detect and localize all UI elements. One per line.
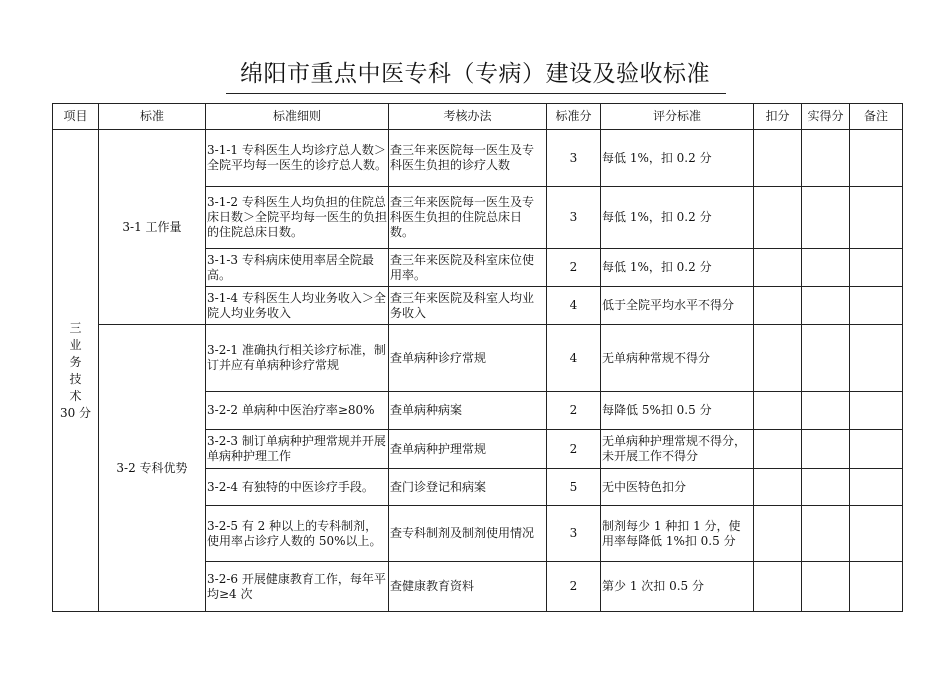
document-title: 绵阳市重点中医专科（专病）建设及验收标准 <box>240 61 710 87</box>
rule-cell: 每降低 5%扣 0.5 分 <box>601 392 754 430</box>
project-cell <box>53 130 99 612</box>
header-detail: 标准细则 <box>206 104 389 130</box>
project-char: 务 <box>69 354 82 369</box>
header-score: 标准分 <box>547 104 601 130</box>
rule-cell: 制剂每少 1 种扣 1 分，使用率每降低 1%扣 0.5 分 <box>601 506 754 562</box>
header-row <box>53 104 903 130</box>
rule-cell: 无单病种常规不得分 <box>601 325 754 392</box>
score-cell: 2 <box>547 562 601 612</box>
project-char: 三 <box>69 320 82 335</box>
score-cell: 2 <box>547 392 601 430</box>
method-cell: 查三年来医院每一医生及专科医生负担的诊疗人数 <box>389 130 547 187</box>
rule-cell: 无中医特色扣分 <box>601 469 754 506</box>
project-char: 术 <box>69 388 82 403</box>
actual-cell <box>802 287 850 325</box>
method-cell: 查单病种病案 <box>389 392 547 430</box>
score-cell: 3 <box>547 187 601 249</box>
deduct-cell <box>754 287 802 325</box>
header-notes: 备注 <box>850 104 903 130</box>
detail-cell: 3-1-2 专科医生人均负担的住院总床日数＞全院平均每一医生的负担的住院总床日数。 <box>206 187 389 249</box>
score-cell: 3 <box>547 130 601 187</box>
notes-cell <box>850 187 903 249</box>
deduct-cell <box>754 430 802 469</box>
actual-cell <box>802 130 850 187</box>
detail-cell: 3-2-4 有独特的中医诊疗手段。 <box>206 469 389 506</box>
actual-cell <box>802 430 850 469</box>
header-rule: 评分标准 <box>601 104 754 130</box>
notes-cell <box>850 392 903 430</box>
method-cell: 查单病种诊疗常规 <box>389 325 547 392</box>
detail-cell: 3-2-2 单病种中医治疗率≥80% <box>206 392 389 430</box>
header-method: 考核办法 <box>389 104 547 130</box>
score-cell: 4 <box>547 325 601 392</box>
method-cell: 查健康教育资料 <box>389 562 547 612</box>
notes-cell <box>850 287 903 325</box>
actual-cell <box>802 249 850 287</box>
project-char: 技 <box>69 371 82 386</box>
notes-cell <box>850 562 903 612</box>
rule-cell: 无单病种护理常规不得分，未开展工作不得分 <box>601 430 754 469</box>
project-char: 业 <box>69 337 82 352</box>
method-cell: 查门诊登记和病案 <box>389 469 547 506</box>
detail-cell: 3-2-6 开展健康教育工作，每年平均≥4 次 <box>206 562 389 612</box>
table-row <box>53 325 903 392</box>
score-cell: 5 <box>547 469 601 506</box>
title-underline <box>226 93 726 94</box>
deduct-cell <box>754 392 802 430</box>
deduct-cell <box>754 130 802 187</box>
header-standard: 标准 <box>99 104 206 130</box>
header-actual: 实得分 <box>802 104 850 130</box>
actual-cell <box>802 325 850 392</box>
method-cell: 查三年来医院及科室人均业务收入 <box>389 287 547 325</box>
score-cell: 2 <box>547 430 601 469</box>
rule-cell: 每低 1%，扣 0.2 分 <box>601 249 754 287</box>
deduct-cell <box>754 249 802 287</box>
rule-cell: 第少 1 次扣 0.5 分 <box>601 562 754 612</box>
notes-cell <box>850 130 903 187</box>
deduct-cell <box>754 562 802 612</box>
detail-cell: 3-1-3 专科病床使用率居全院最高。 <box>206 249 389 287</box>
deduct-cell <box>754 506 802 562</box>
method-cell: 查单病种护理常规 <box>389 430 547 469</box>
notes-cell <box>850 249 903 287</box>
method-cell: 查三年来医院每一医生及专科医生负担的住院总床日数。 <box>389 187 547 249</box>
header-project: 项目 <box>53 104 99 130</box>
group-specialty: 3-2 专科优势 <box>99 325 206 612</box>
actual-cell <box>802 506 850 562</box>
deduct-cell <box>754 325 802 392</box>
detail-cell: 3-2-3 制订单病种护理常规并开展单病种护理工作 <box>206 430 389 469</box>
notes-cell <box>850 325 903 392</box>
deduct-cell <box>754 187 802 249</box>
detail-cell: 3-1-4 专科医生人均业务收入＞全院人均业务收入 <box>206 287 389 325</box>
header-deduct: 扣分 <box>754 104 802 130</box>
method-cell: 查专科制剂及制剂使用情况 <box>389 506 547 562</box>
detail-cell: 3-2-5 有 2 种以上的专科制剂，使用率占诊疗人数的 50%以上。 <box>206 506 389 562</box>
actual-cell <box>802 187 850 249</box>
deduct-cell <box>754 469 802 506</box>
standards-table <box>52 103 903 612</box>
group-workload: 3-1 工作量 <box>99 130 206 325</box>
score-cell: 4 <box>547 287 601 325</box>
score-cell: 3 <box>547 506 601 562</box>
score-cell: 2 <box>547 249 601 287</box>
notes-cell <box>850 506 903 562</box>
notes-cell <box>850 430 903 469</box>
table-row <box>53 130 903 187</box>
notes-cell <box>850 469 903 506</box>
actual-cell <box>802 392 850 430</box>
detail-cell: 3-2-1 准确执行相关诊疗标准，制订并应有单病种诊疗常规 <box>206 325 389 392</box>
actual-cell <box>802 469 850 506</box>
project-score: 30 分 <box>59 405 92 420</box>
detail-cell: 3-1-1 专科医生人均诊疗总人数＞全院平均每一医生的诊疗总人数。 <box>206 130 389 187</box>
rule-cell: 每低 1%，扣 0.2 分 <box>601 187 754 249</box>
actual-cell <box>802 562 850 612</box>
rule-cell: 低于全院平均水平不得分 <box>601 287 754 325</box>
method-cell: 查三年来医院及科室床位使用率。 <box>389 249 547 287</box>
rule-cell: 每低 1%，扣 0.2 分 <box>601 130 754 187</box>
